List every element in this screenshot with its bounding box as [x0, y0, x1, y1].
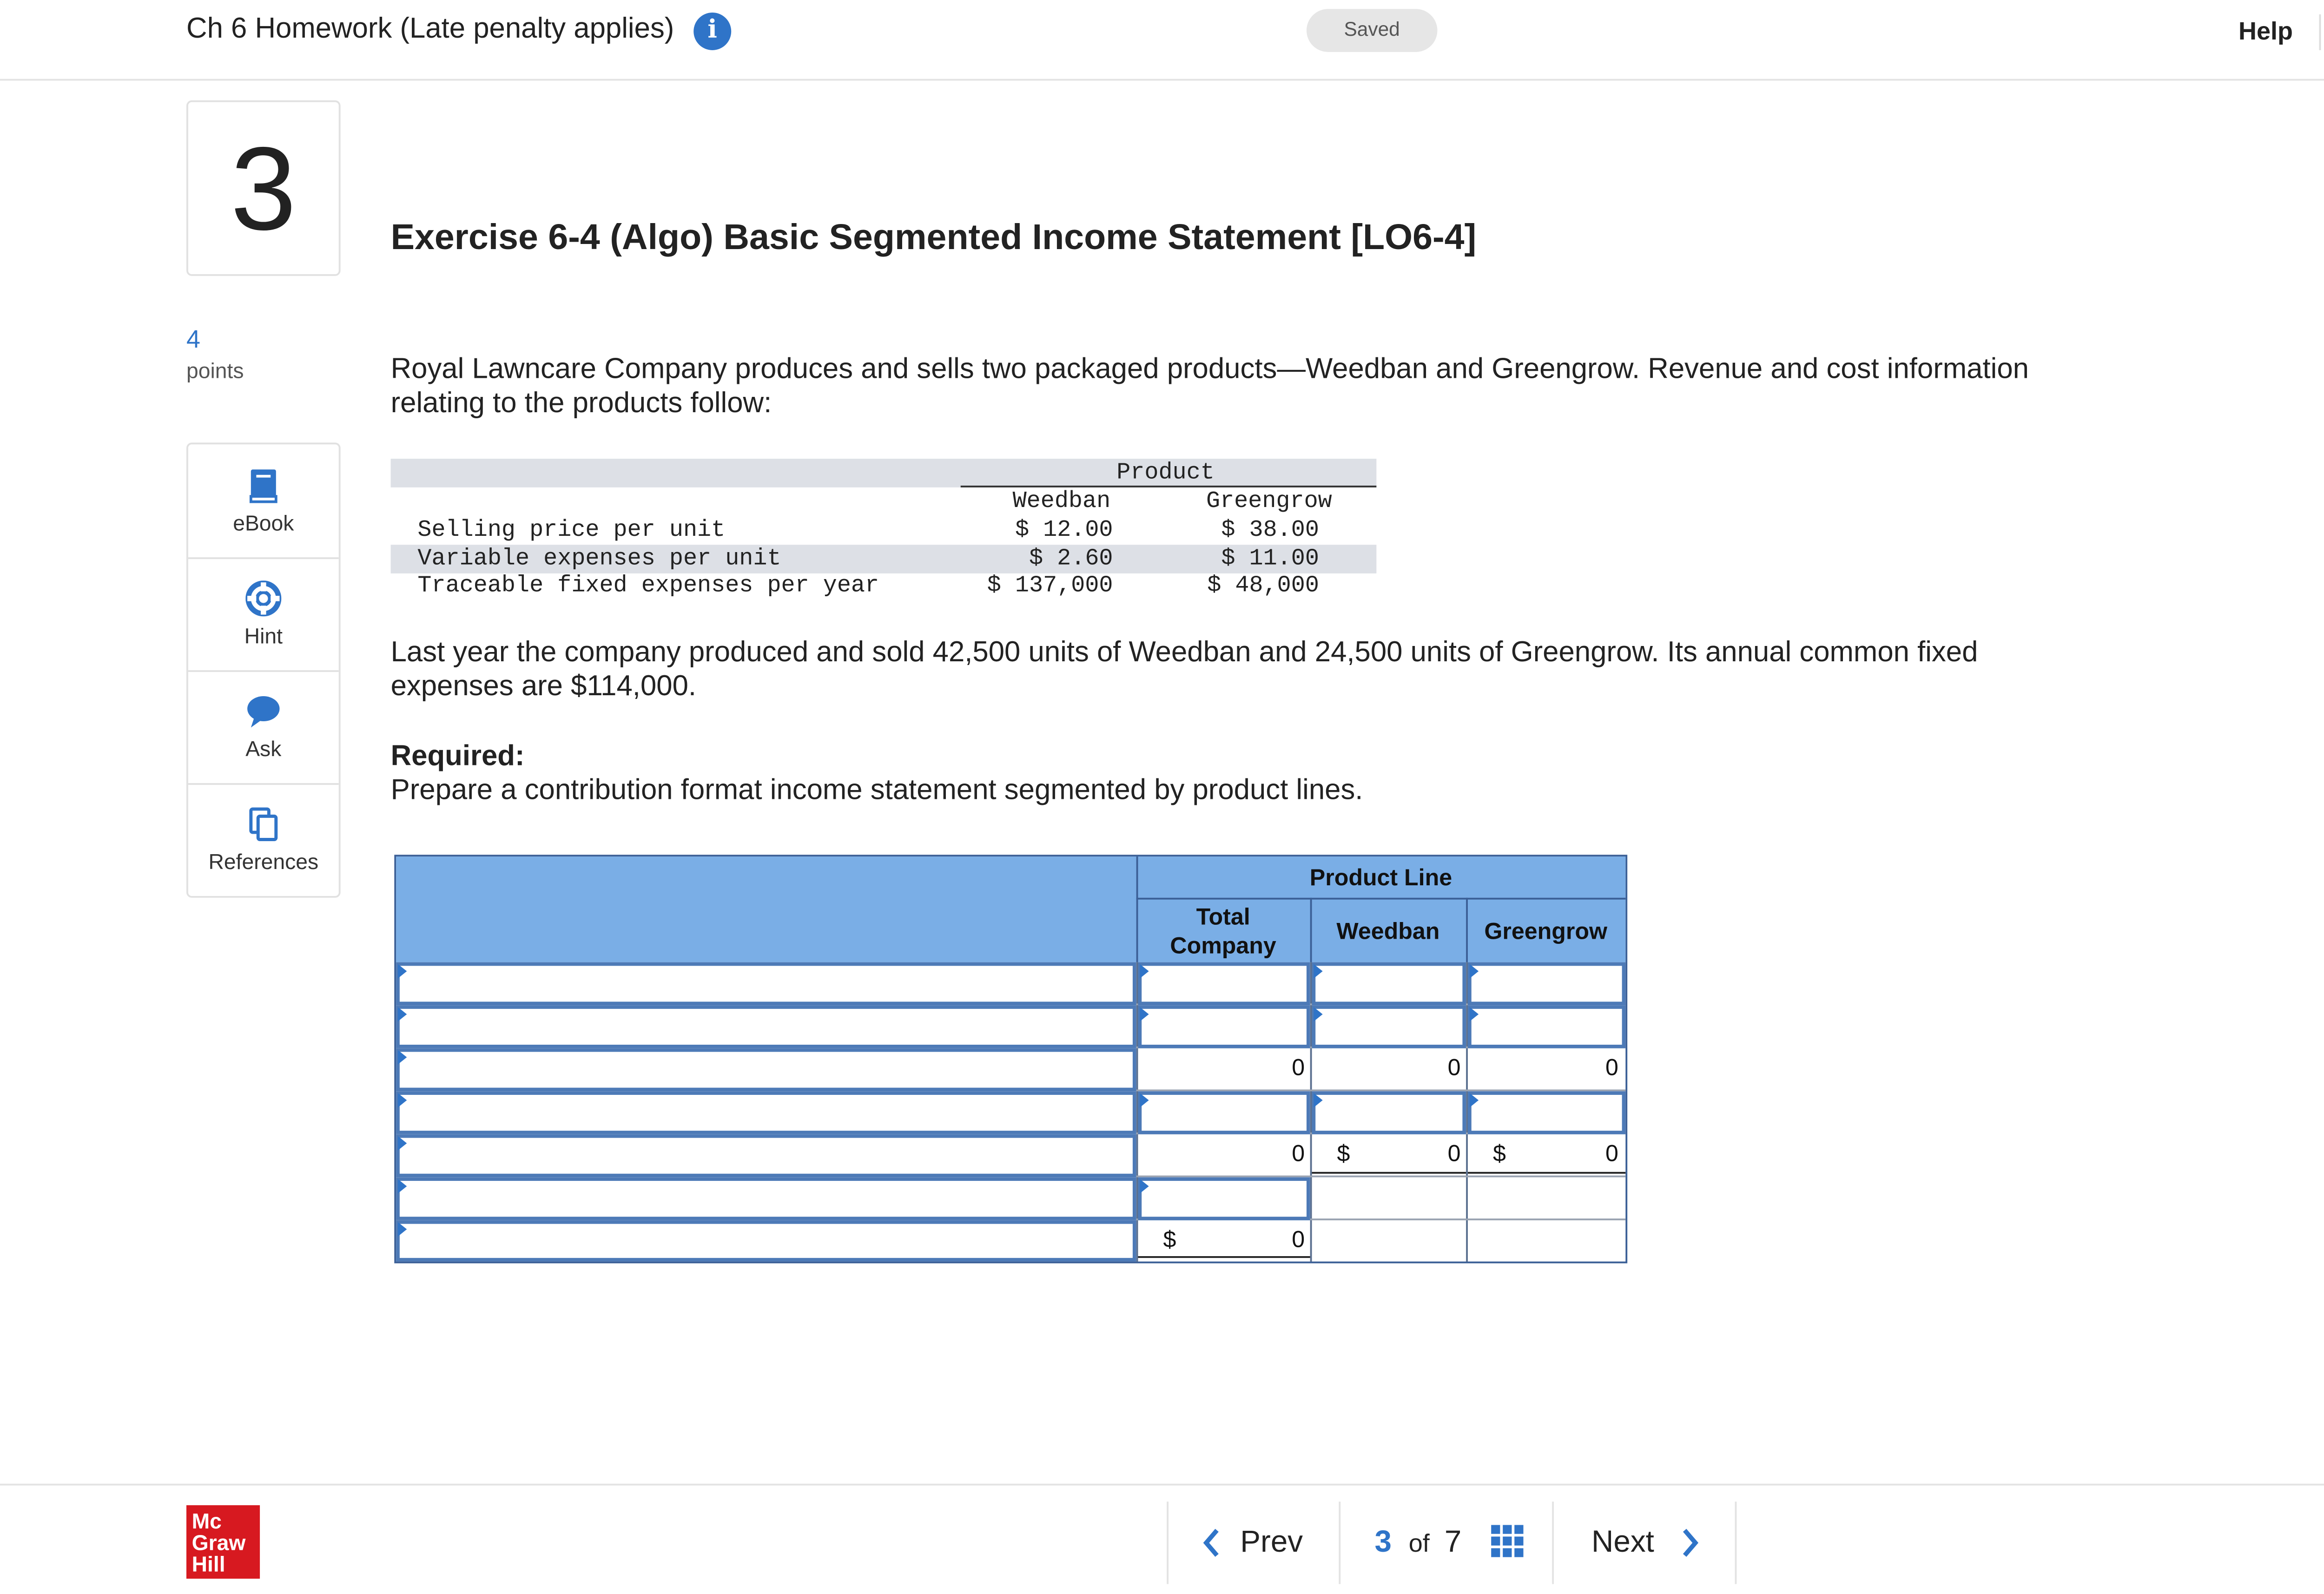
dropdown-arrow-icon — [398, 964, 407, 978]
dropdown-arrow-icon — [1314, 1093, 1322, 1107]
dropdown-arrow-icon — [1314, 964, 1322, 978]
question-map-button[interactable] — [1340, 1502, 1552, 1582]
chat-bubble-icon — [245, 693, 281, 729]
dropdown-arrow-icon — [1470, 964, 1479, 978]
prev-label: Prev — [1240, 1525, 1303, 1559]
answer-table-header — [396, 856, 1625, 962]
row-label-dropdown[interactable] — [396, 1048, 1136, 1092]
next-label: Next — [1591, 1525, 1654, 1559]
dollar-sign: $ — [1163, 1225, 1176, 1253]
total-amount-input[interactable] — [1138, 962, 1310, 1006]
footer-bar — [0, 1484, 2324, 1591]
dropdown-arrow-icon — [1470, 1007, 1479, 1021]
tools-panel — [186, 442, 341, 897]
row-label: Variable expenses per unit — [417, 545, 781, 572]
question-number: 3 — [186, 100, 341, 276]
total-company-header-line1: Total — [1196, 903, 1250, 930]
dropdown-arrow-icon — [398, 1136, 407, 1151]
row-label-dropdown[interactable] — [396, 1091, 1136, 1134]
col-greengrow: Greengrow — [1206, 487, 1332, 514]
greengrow-amount-input[interactable] — [1468, 1005, 1625, 1048]
weedban-value: $ 12.00 — [1015, 516, 1113, 543]
table-header-band — [391, 459, 1377, 487]
logo-text: Graw — [191, 1530, 246, 1555]
tool-label: eBook — [233, 510, 294, 536]
tool-label: References — [208, 849, 319, 875]
answer-table — [394, 855, 1627, 1263]
intro-paragraph: Royal Lawncare Company produces and sells two packaged products—Weedban and Greengrow. Revenue and cost information relating to the products follow: — [390, 355, 2029, 420]
tool-label: Ask — [245, 736, 282, 762]
saved-status-badge: Saved — [1307, 9, 1437, 52]
row-label-dropdown[interactable] — [396, 1220, 1136, 1262]
grid-icon — [1491, 1525, 1523, 1557]
greengrow-amount-input[interactable] — [1468, 962, 1625, 1006]
top-bar — [0, 0, 2324, 81]
weedban-amount-input[interactable] — [1312, 1091, 1466, 1134]
references-button[interactable] — [188, 783, 339, 896]
dollar-sign: $ — [1492, 1140, 1506, 1167]
exercise-title: Exercise 6-4 (Algo) Basic Segmented Income Statement [LO6-4] — [390, 218, 1477, 258]
total-computed-value: 0 — [1292, 1140, 1305, 1167]
current-question: 3 — [1374, 1525, 1392, 1559]
hint-button[interactable] — [188, 557, 339, 672]
dropdown-arrow-icon — [1314, 1007, 1322, 1021]
header-divider — [2319, 14, 2321, 50]
greengrow-value: $ 11.00 — [1221, 545, 1319, 572]
required-label: Required: — [390, 742, 525, 772]
total-amount-input[interactable] — [1138, 1091, 1310, 1134]
product-line-header: Product Line — [1309, 863, 1452, 891]
dropdown-arrow-icon — [1140, 964, 1149, 978]
weedban-segment-margin: 0 — [1447, 1140, 1461, 1167]
lifebuoy-icon — [245, 580, 281, 616]
underline — [1468, 1172, 1625, 1174]
dropdown-arrow-icon — [398, 1050, 407, 1065]
greengrow-amount-input[interactable] — [1468, 1091, 1625, 1134]
required-text: Prepare a contribution format income statement segmented by product lines. — [390, 776, 1363, 807]
ebook-button[interactable] — [188, 444, 339, 559]
ask-button[interactable] — [188, 670, 339, 785]
given-data-table — [391, 459, 1377, 602]
info-icon[interactable]: i — [693, 13, 731, 50]
prev-button[interactable] — [1169, 1502, 1339, 1582]
total-amount-input[interactable] — [1138, 1005, 1310, 1048]
row-label-dropdown[interactable] — [396, 1177, 1136, 1220]
dropdown-arrow-icon — [1140, 1093, 1149, 1107]
underline — [1312, 1172, 1466, 1174]
header-rule — [1136, 898, 1626, 900]
greengrow-value: $ 48,000 — [1207, 572, 1319, 599]
greengrow-value: $ 38.00 — [1221, 516, 1319, 543]
next-button[interactable] — [1554, 1502, 1735, 1582]
weedban-computed-value: 0 — [1447, 1054, 1461, 1081]
weedban-value: $ 137,000 — [987, 572, 1113, 599]
logo-text: Mc — [191, 1508, 222, 1534]
dropdown-arrow-icon — [1470, 1093, 1479, 1107]
nav-divider — [1735, 1502, 1737, 1584]
help-link[interactable]: Help — [2238, 16, 2293, 45]
chevron-left-icon — [1201, 1527, 1222, 1559]
dropdown-arrow-icon — [1140, 1007, 1149, 1021]
dropdown-arrow-icon — [398, 1007, 407, 1021]
weedban-amount-input[interactable] — [1312, 1005, 1466, 1048]
row-label: Traceable fixed expenses per year — [417, 572, 879, 599]
book-icon — [245, 468, 281, 503]
logo-text: Hill — [191, 1552, 225, 1577]
weedban-value: $ 2.60 — [1029, 545, 1113, 572]
mcgraw-hill-logo — [186, 1505, 260, 1579]
greengrow-header: Greengrow — [1484, 917, 1608, 945]
greengrow-segment-margin: 0 — [1605, 1140, 1618, 1167]
product-group-header: Product — [1116, 459, 1215, 486]
row-label-dropdown[interactable] — [396, 1134, 1136, 1178]
col-weedban: Weedban — [1012, 487, 1111, 514]
dropdown-arrow-icon — [1140, 1179, 1149, 1193]
row-label: Selling price per unit — [417, 516, 726, 543]
row-label-dropdown[interactable] — [396, 1005, 1136, 1048]
row-label-dropdown[interactable] — [396, 962, 1136, 1006]
total-amount-input[interactable] — [1138, 1177, 1310, 1220]
dropdown-arrow-icon — [398, 1222, 407, 1237]
dollar-sign: $ — [1337, 1140, 1350, 1167]
greengrow-computed-value: 0 — [1605, 1054, 1618, 1081]
assignment-title: Ch 6 Homework (Late penalty applies) — [186, 14, 674, 45]
tool-label: Hint — [244, 623, 283, 649]
net-operating-income-value: 0 — [1292, 1225, 1305, 1253]
double-underline — [1138, 1256, 1310, 1258]
of-label: of — [1408, 1528, 1430, 1557]
points-value: 4 — [186, 324, 201, 353]
weedban-amount-input[interactable] — [1312, 962, 1466, 1006]
chevron-right-icon — [1679, 1527, 1701, 1559]
points-label: points — [186, 358, 244, 384]
body-paragraph: Last year the company produced and sold 42,500 units of Weedban and 24,500 units of Greengrow. Its annual common fixed expenses are $114,000. — [390, 638, 1978, 703]
dropdown-arrow-icon — [398, 1093, 407, 1107]
weedban-header: Weedban — [1336, 917, 1440, 945]
total-questions: 7 — [1444, 1525, 1462, 1559]
total-computed-value: 0 — [1292, 1054, 1305, 1081]
total-company-header-line2: Company — [1170, 932, 1276, 959]
documents-icon — [245, 806, 281, 842]
dropdown-arrow-icon — [398, 1179, 407, 1193]
